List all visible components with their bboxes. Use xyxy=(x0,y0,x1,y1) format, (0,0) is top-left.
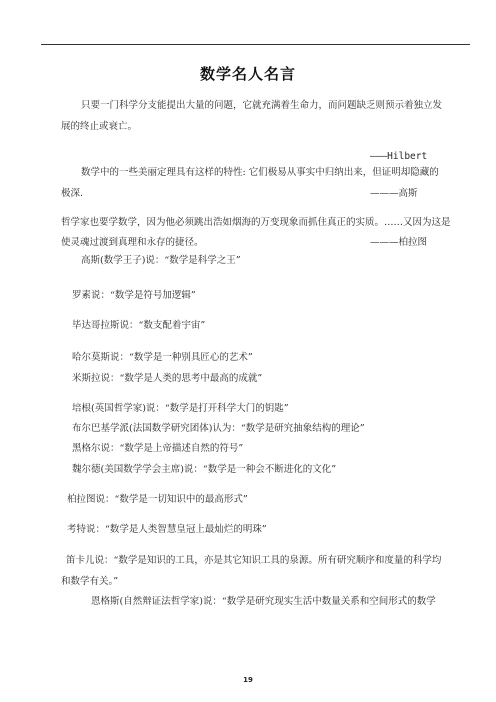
quote-russell: 罗素说：“数学是符号加逻辑” xyxy=(72,290,196,301)
quote-bourbaki: 布尔巴基学派(法国数学研究团体)认为：“数学是研究抽象结构的理论” xyxy=(72,423,365,434)
quote-plato-line1: 哲学家也要学数学，因为他必须跳出浩如烟海的万变现象而抓住真正的实质。……又因为这是 xyxy=(61,217,451,228)
quote-hegel: 黑格尔说：“数学是上帝描述自然的符号” xyxy=(72,443,244,454)
quote-hilbert-line1: 只要一门科学分支能提出大量的问题，它就充满着生命力，而问题缺乏则预示着独立发 xyxy=(81,100,443,111)
quote-descartes-line1: 笛卡儿说：“数学是知识的工具，亦是其它知识工具的泉源。所有研究顺序和度量的科学均 xyxy=(66,555,442,566)
quote-gauss-line1: 数学中的一些美丽定理具有这样的特性: 它们极易从事实中归纳出来，但证明却隐藏的 xyxy=(81,167,439,178)
quote-hilbert-line2: 展的终止或衰亡。 xyxy=(61,121,138,132)
quote-descartes-line2: 和数学有关。” xyxy=(61,576,119,587)
page-number: 19 xyxy=(243,676,253,684)
quote-wilder: 魏尔德(美国数学学会主席)说：“数学是一种会不断进化的文化” xyxy=(72,464,337,475)
quote-halmos: 哈尔莫斯说：“数学是一种别具匠心的艺术” xyxy=(72,352,253,363)
quote-comte: 考特说：“数学是人类智慧皇冠上最灿烂的明珠” xyxy=(67,524,267,535)
attribution-plato: ———柏拉图 xyxy=(370,237,428,248)
quote-gauss-line2: 极深. xyxy=(61,188,84,199)
header-rule xyxy=(41,44,470,45)
quote-plato-knowledge: 柏拉图说：“数学是一切知识中的最高形式” xyxy=(67,494,248,505)
quote-bacon: 培根(英国哲学家)说：“数学是打开科学大门的钥匙” xyxy=(72,403,289,414)
page-title: 数学名人名言 xyxy=(199,65,296,83)
quote-misra: 米斯拉说：“数学是人类的思考中最高的成就” xyxy=(72,373,263,384)
attribution-hilbert: ———Hilbert xyxy=(370,151,428,162)
attribution-gauss: ———高斯 xyxy=(370,188,418,199)
quote-plato-line2: 使灵魂过渡到真理和永存的捷径。 xyxy=(61,237,204,248)
quote-gauss-king: 高斯(数学王子)说：“数学是科学之王” xyxy=(81,255,241,266)
quote-pythagoras: 毕达哥拉斯说：“数支配着宇宙” xyxy=(72,320,206,331)
quote-engels: 恩格斯(自然辩证法哲学家)说：“数学是研究现实生活中数量关系和空间形式的数学 xyxy=(91,596,436,607)
